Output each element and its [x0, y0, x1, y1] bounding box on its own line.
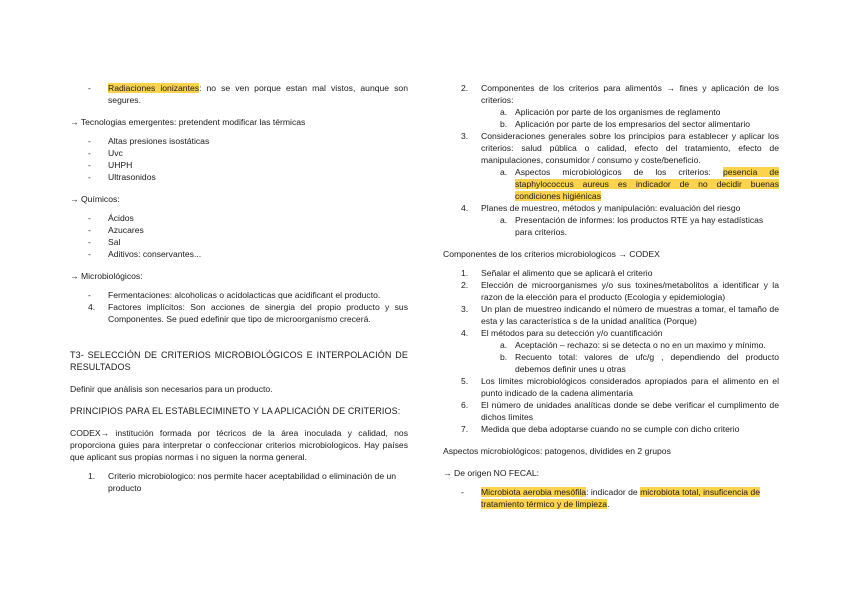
item-factores: 4. Factores implícitos: Son acciones de sinergia del propio producto y sus Componentes. Se pued edefinir que tipo de microorganismo crecerá.: [88, 302, 408, 324]
item-criterio: 1. Criterio microbiologico: nos permite hacer aceptabilidad o eliminación de un producto: [88, 471, 397, 493]
list-item: - Azucares: [70, 224, 408, 236]
right-column: [443, 82, 779, 510]
list-item: - Aditivos: conservantes...: [70, 248, 408, 260]
list-item: - Ultrasonidos: [70, 171, 408, 183]
highlight-microbiota-aerobia: Microbiota aerobia mesófila: [481, 487, 587, 497]
heading-tecnologias: → Tecnologias emergentes: pretendent modificar las térmicas: [70, 117, 306, 127]
text-definir: Definir que anàlisis son necesarios para un producto.: [70, 384, 273, 394]
list-item: 4. El métodos para su detección y/o cuantificación: [461, 328, 663, 338]
heading-principios: PRINCIPIOS PARA EL ESTABLECIMINETO Y LA APLICACIÓN DE CRITERIOS:: [70, 406, 401, 416]
list-item: 5. Los limites microbiológicos considerados apropiados para el alimento en el punto indicado de la cadena alimentaria: [461, 376, 779, 398]
list-item: 7. Medida que deba adoptarse cuando no se cumple con dicho criterio: [461, 424, 740, 434]
item-3: 3. Consideraciones generales sobre los principios para establecer y aplicar los criterios: salud pública o calidad, efecto del tratamiento, efecto de manipulaciones, consumidor / consumo y coste/beneficio.: [461, 131, 779, 165]
heading-origen: → De origen NO FECAL:: [443, 468, 539, 478]
highlight-microbiota-total: microbiota total, insuficencia de tratamiento térmico y de limpieza: [481, 487, 760, 509]
list-item: a. Aceptación – rechazo: si se detecta o no en un maximo y mínimo.: [500, 340, 766, 350]
list-item: 1. Señalar el alimento que se aplicarà el criterio: [461, 268, 653, 278]
list-item: - Ácidos: [70, 212, 408, 224]
section-title-t3: T3- SELECCIÓN DE CRITERIOS MICROBIOLÓGICOS E INTERPOLACIÓN DE RESULTADOS: [70, 350, 408, 372]
left-column: [70, 82, 408, 494]
item-4a: a. Presentación de informes: los productos RTE ya hay estadísticas para criterios.: [500, 215, 764, 237]
item-2: 2. Componentes de los criterios para alimentós → fines y aplicación de los criterios:: [461, 83, 779, 105]
text-codex: CODEX→ institución formada por técricos de la área inoculada y calidad, nos proporciona guies para interpretar o confeccionar criterios microbiologicos. Hay países que aplicant sus propias normas i no siguen la norma general.: [70, 428, 408, 462]
bullet-microbiota: - Microbiota aerobia mesófila: indicador de microbiota total, insuficencia de tratamiento térmico y de limpieza.: [443, 486, 779, 510]
list-item: - UHPH: [70, 159, 408, 171]
list-item: - Uvc: [70, 147, 408, 159]
item-2a: a. Aplicación por parte de los organismes de reglamento: [500, 107, 721, 117]
list-item: b. Recuento total: valores de ufc/g , dependiendo del producto debemos definir unes u otras: [500, 352, 779, 374]
heading-quimicos: → Químicos:: [70, 194, 120, 204]
text-aspectos: Aspectos microbiológicos: patogenos, dividides en 2 grupos: [443, 446, 671, 456]
list-item: 6. El número de unidades analíticas donde se debe verificar el cumplimento de dichos límites: [461, 400, 779, 422]
list-item: - Sal: [70, 236, 408, 248]
list-item: - Altas presiones isostáticas: [70, 135, 408, 147]
list-componentes: [443, 267, 779, 435]
highlight-radiaciones: Radiaciones ionizantes: [108, 83, 200, 93]
list-item: 2. Elección de microorganismes y/o sus toxines/metabolitos a identificar y la razon de la elección para el producto (Ecologia y epidemiologia): [461, 280, 779, 302]
bullet-radiaciones: - Radiaciones ionizantes: no se ven porque estan mal vistos, aunque son segures.: [70, 82, 408, 106]
item-2b: b. Aplicación por parte de los empresarios del sector alimentario: [500, 119, 751, 129]
item-4: 4. Planes de muestreo, métodos y manipulación: evaluación del riesgo: [461, 203, 741, 213]
list-quimicos: [70, 212, 408, 260]
list-item: 3. Un plan de muestreo indicando el número de muestras a tomar, el tamaño de esta y las característica s de la unidad analítica (Porque): [461, 304, 779, 326]
list-tecnologias: [70, 135, 408, 183]
heading-microbiologicos: → Microbiológicos:: [70, 271, 143, 281]
bullet-fermentaciones: - Fermentaciones: alcoholicas o acidolacticas que acidificant el producto.: [70, 289, 408, 301]
heading-componentes: Componentes de los criterios microbiologicos → CODEX: [443, 249, 660, 259]
item-3a: a. Aspectos microbiológicos de los criterios: pesencia de staphylococcus aureus es indicador de no decidir buenas condiciones higiénicas: [500, 167, 779, 201]
highlight-staphylococcus: pesencia de staphylococcus aureus es indicador de no decidir buenas condiciones higiénicas: [515, 167, 779, 201]
